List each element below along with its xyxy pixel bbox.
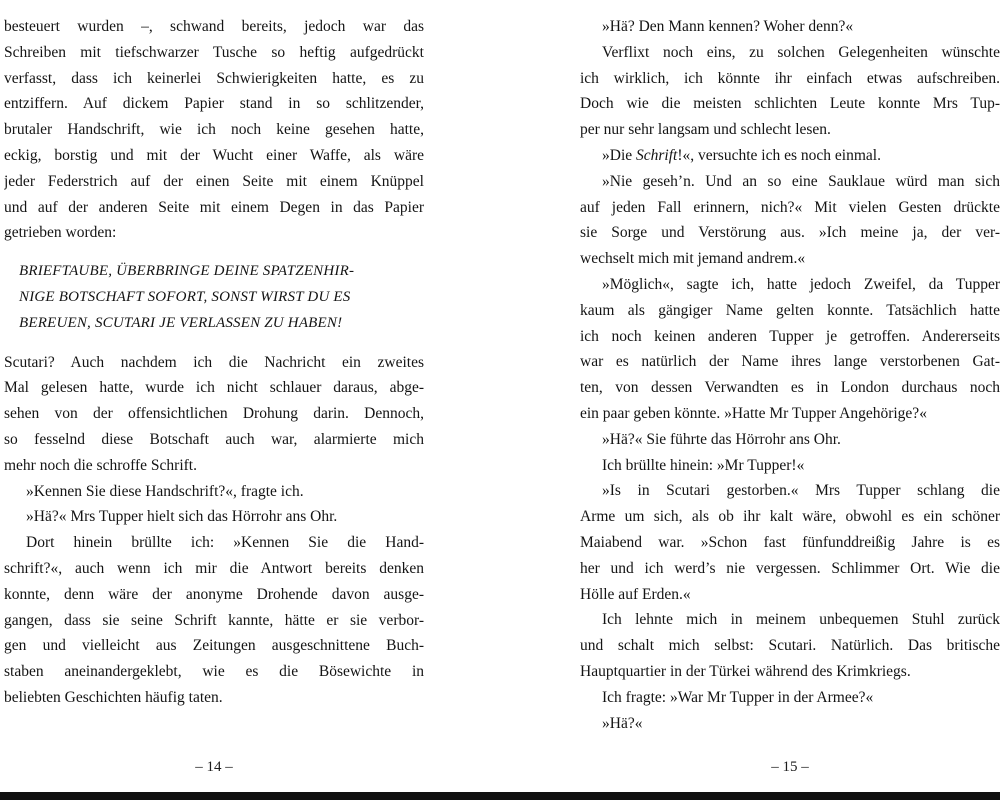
text-line: Schreiben mit tiefschwarzer Tusche so heftig aufgedrückt — [4, 43, 424, 61]
text-line: und schalt mich selbst: Scutari. Natürlich. Das britische — [580, 637, 1000, 655]
text-line: »Kennen Sie diese Handschrift?«, fragte ich. — [26, 482, 304, 500]
page-left-text — [4, 14, 424, 711]
text-line: Maiabend war. »Schon fast fünfunddreißig Jahre is es — [580, 533, 1000, 551]
bottom-bar — [0, 792, 1000, 800]
text-line: Mal gelesen hatte, wurde ich nicht schlauer daraus, abge- — [4, 379, 424, 397]
text-line: ein paar geben könnte. »Hatte Mr Tupper Angehörige?« — [580, 404, 927, 422]
text-line: »Hä?« Mrs Tupper hielt sich das Hörrohr ans Ohr. — [26, 508, 338, 526]
text-line: sehen von der offensichtlichen Drohung darin. Dennoch, — [4, 405, 424, 423]
text-line: sie Sorge und Verstörung aus. »Ich meine ja, der ver- — [580, 224, 1000, 242]
text-line: Hauptquartier in der Türkei während des Krimkriegs. — [580, 662, 911, 680]
text-line: so fesselnd diese Botschaft auch war, alarmierte mich — [4, 430, 424, 448]
text-line: »Nie geseh’n. Und an so eine Sauklaue würd man sich — [602, 172, 1000, 190]
text-line: kaum als gängiger Name gelten konnte. Tatsächlich hatte — [580, 301, 1000, 319]
text-line: per nur sehr langsam und schlecht lesen. — [580, 121, 831, 139]
text-line: konnte, denn wäre der anonyme Drohende davon ausge- — [4, 585, 424, 603]
text-line: ich noch keinen anderen Tupper je getroffen. Andererseits — [580, 327, 1000, 345]
text-line: »Die Schrift!«, versuchte ich es noch einmal. — [602, 146, 881, 164]
text-line: war es natürlich der Name ihres lange verstorbenen Gat- — [580, 353, 1000, 371]
text-line: entziffern. Auf dickem Papier stand in so schlitzender, — [4, 95, 424, 113]
text-line: Hölle auf Erden.« — [580, 585, 691, 603]
text-line: »Is in Scutari gestorben.« Mrs Tupper schlang die — [602, 482, 1000, 500]
text-line: Ich lehnte mich in meinem unbequemen Stuhl zurück — [602, 611, 1000, 629]
page-left — [4, 14, 424, 800]
text-line: mehr noch die schroffe Schrift. — [4, 456, 197, 474]
text-line: schrift?«, auch wenn ich mir die Antwort bereits denken — [4, 559, 424, 577]
page-right-text — [580, 14, 1000, 736]
text-line: jeder Federstrich auf der einen Seite mit einem Knüppel — [4, 172, 424, 190]
text-line: ten, von dessen Verwandten es in London durchaus noch — [580, 379, 1000, 397]
text-line: Arme um sich, als ob ihr kalt wäre, obwohl es ein schöner — [580, 508, 1000, 526]
text-line: BRIEFTAUBE, ÜBERBRINGE DEINE SPATZENHIR- — [19, 263, 355, 280]
text-line: wechselt mich mit jemand andrem.« — [580, 250, 806, 268]
text-line: »Hä?« — [602, 714, 643, 732]
text-line: und auf der anderen Seite mit einem Degen in das Papier — [4, 198, 424, 216]
text-line: Ich fragte: »War Mr Tupper in der Armee?« — [602, 688, 874, 706]
text-line: Dort hinein brüllte ich: »Kennen Sie die Hand- — [26, 534, 424, 552]
text-line: ich wirklich, ich könnte ihr einfach etwas aufschreiben. — [580, 69, 1000, 87]
text-line: staben aneinandergeklebt, wie es die Bösewichte in — [4, 663, 424, 681]
text-line: Verflixt noch eins, zu solchen Gelegenheiten wünschte — [602, 43, 1000, 61]
text-line: her und ich werd’s nie vergessen. Schlimmer Ort. Wie die — [580, 559, 1000, 577]
text-line: »Möglich«, sagte ich, hatte jedoch Zweifel, da Tupper — [602, 275, 1000, 293]
text-line: »Hä?« Sie führte das Hörrohr ans Ohr. — [602, 430, 841, 448]
text-line: besteuert wurden –, schwand bereits, jedoch war das — [4, 18, 424, 35]
text-line: gangen, dass sie seine Schrift kannte, hätte er sie verbor- — [4, 611, 424, 629]
text-line: Ich brüllte hinein: »Mr Tupper!« — [602, 456, 805, 474]
text-line: gen und vielleicht aus Zeitungen ausgeschnittene Buch- — [4, 637, 424, 655]
text-line: verfasst, dass ich keinerlei Schwierigkeiten hatte, es zu — [4, 69, 424, 87]
text-line: auf jeden Fall erinnern, nich?« Mit vielen Gesten drückte — [580, 198, 1000, 216]
text-line: brutaler Handschrift, wie ich noch keine gesehen hatte, — [4, 121, 424, 139]
page-number: – 15 – — [771, 759, 809, 775]
text-line: getrieben worden: — [4, 224, 117, 242]
page-right — [580, 14, 1000, 800]
page-number: – 14 – — [195, 759, 233, 775]
text-line: beliebten Geschichten häufig taten. — [4, 688, 223, 706]
text-line: NIGE BOTSCHAFT SOFORT, SONST WIRST DU ES — [19, 288, 351, 305]
text-line: »Hä? Den Mann kennen? Woher denn?« — [602, 18, 854, 35]
text-line: eckig, borstig und mit der Wucht einer Waffe, als wäre — [4, 146, 424, 164]
text-line: Scutari? Auch nachdem ich die Nachricht ein zweites — [4, 353, 424, 371]
text-line: BEREUEN, SCUTARI JE VERLASSEN ZU HABEN! — [19, 314, 343, 331]
text-line: Doch wie die meisten schlichten Leute konnte Mrs Tup- — [580, 95, 1000, 113]
